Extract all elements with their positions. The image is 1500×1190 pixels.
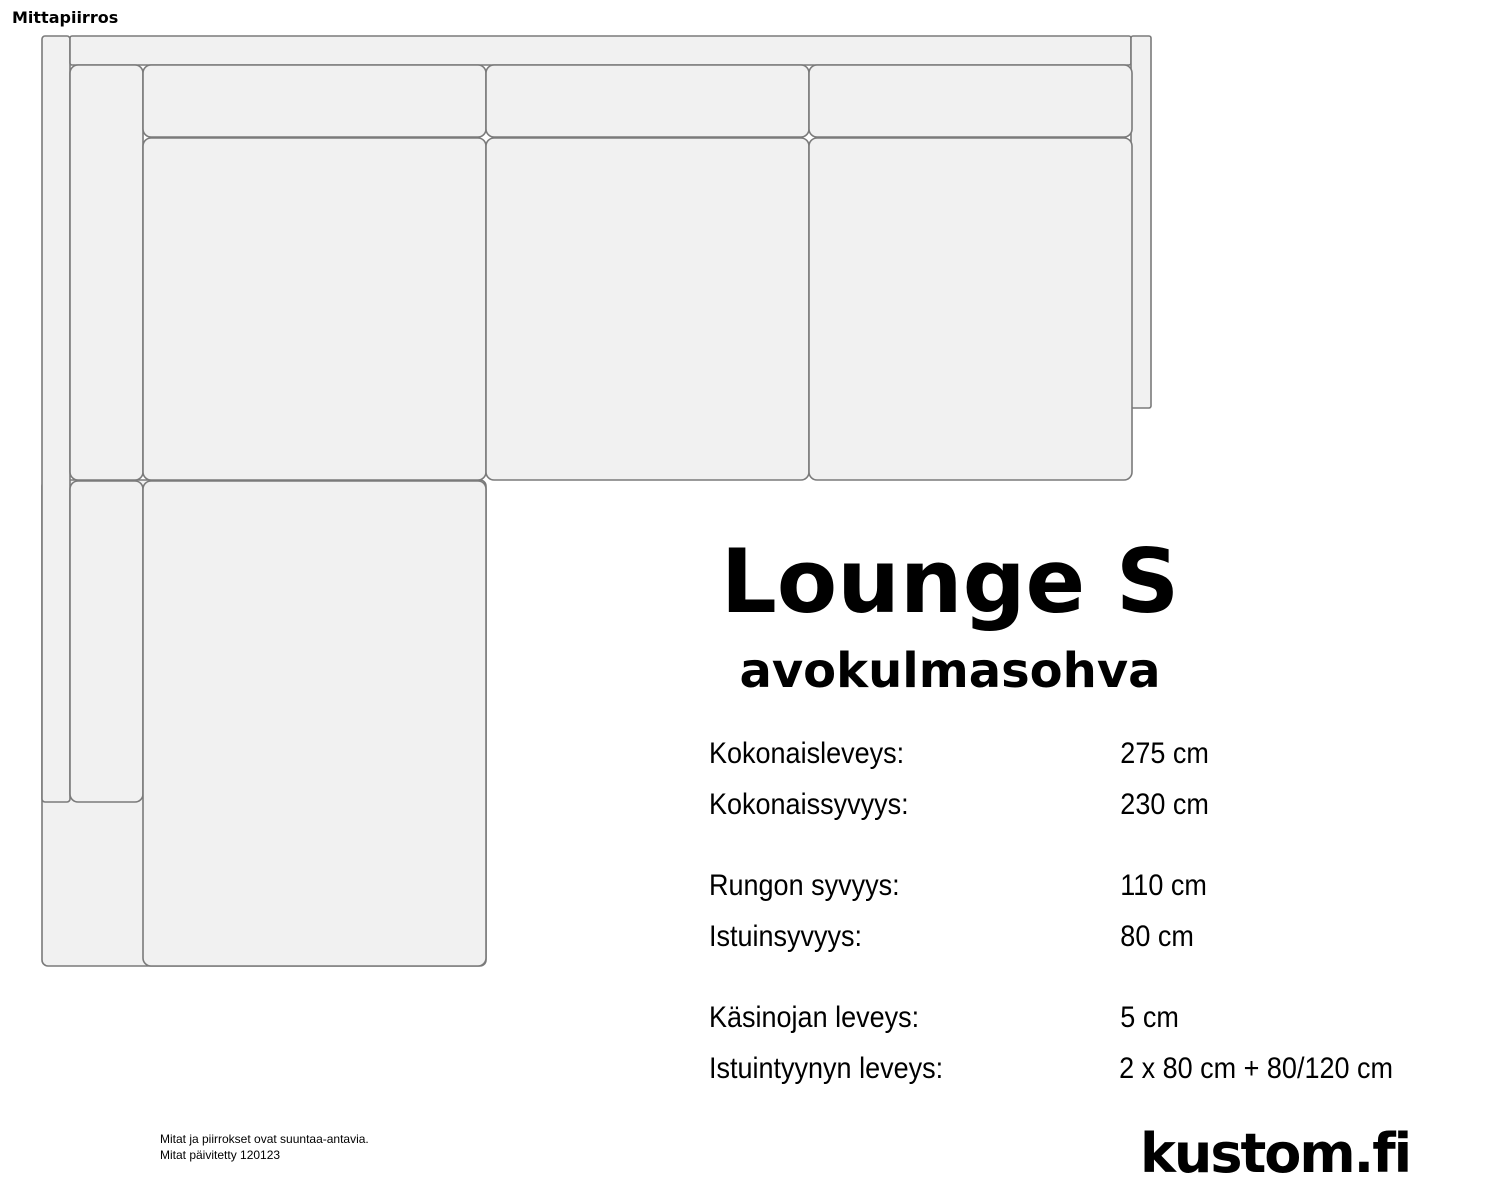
- back-cushion-2: [486, 65, 809, 137]
- disclaimer-line: Mitat ja piirrokset ovat suuntaa-antavia.: [160, 1132, 369, 1146]
- spec-value: 275 cm: [1120, 736, 1209, 770]
- specs-table: [709, 728, 1469, 1124]
- spec-group-overall: [709, 728, 1469, 830]
- brand-logo: kustom.fi: [1140, 1122, 1411, 1185]
- spec-row-total-depth: [709, 779, 1393, 830]
- spec-row-cushion-width: [709, 1043, 1393, 1094]
- left-armrest: [42, 36, 70, 802]
- back-frame: [70, 36, 1131, 65]
- left-back-cushion-upper: [70, 65, 143, 480]
- spec-row-armrest-width: [709, 992, 1393, 1043]
- spec-label: Kokonaisleveys:: [709, 736, 905, 770]
- disclaimer: [160, 1131, 369, 1163]
- spec-value: 80 cm: [1120, 919, 1194, 953]
- spec-value: 110 cm: [1120, 868, 1207, 902]
- spec-label: Istuintyynyn leveys:: [709, 1051, 944, 1085]
- drawing-title: Mittapiirros: [12, 8, 119, 27]
- spec-row-total-width: [709, 728, 1393, 779]
- spec-value: 230 cm: [1120, 787, 1209, 821]
- left-back-cushion-lower: [70, 481, 143, 802]
- seat-cushion-3: [809, 138, 1132, 480]
- product-name: Lounge S: [720, 530, 1180, 633]
- spec-label: Istuinsyvyys:: [709, 919, 863, 953]
- updated-date: Mitat päivitetty 120123: [160, 1148, 281, 1162]
- right-armrest: [1131, 36, 1151, 408]
- spec-label: Kokonaissyvyys:: [709, 787, 909, 821]
- seat-cushion-1: [143, 138, 486, 480]
- spec-value: 5 cm: [1120, 1000, 1179, 1034]
- seat-cushion-2: [486, 138, 809, 480]
- spec-row-seat-depth: [709, 911, 1393, 962]
- spec-label: Rungon syvyys:: [709, 868, 900, 902]
- product-type: avokulmasohva: [739, 643, 1161, 699]
- spec-group-depth: [709, 860, 1469, 962]
- spec-group-widths: [709, 992, 1469, 1094]
- spec-row-frame-depth: [709, 860, 1393, 911]
- back-cushion-3: [809, 65, 1132, 137]
- spec-label: Käsinojan leveys:: [709, 1000, 920, 1034]
- back-cushion-1: [143, 65, 486, 137]
- chaise-seat-cushion: [143, 481, 486, 966]
- spec-value: 2 x 80 cm + 80/120 cm: [1119, 1051, 1393, 1085]
